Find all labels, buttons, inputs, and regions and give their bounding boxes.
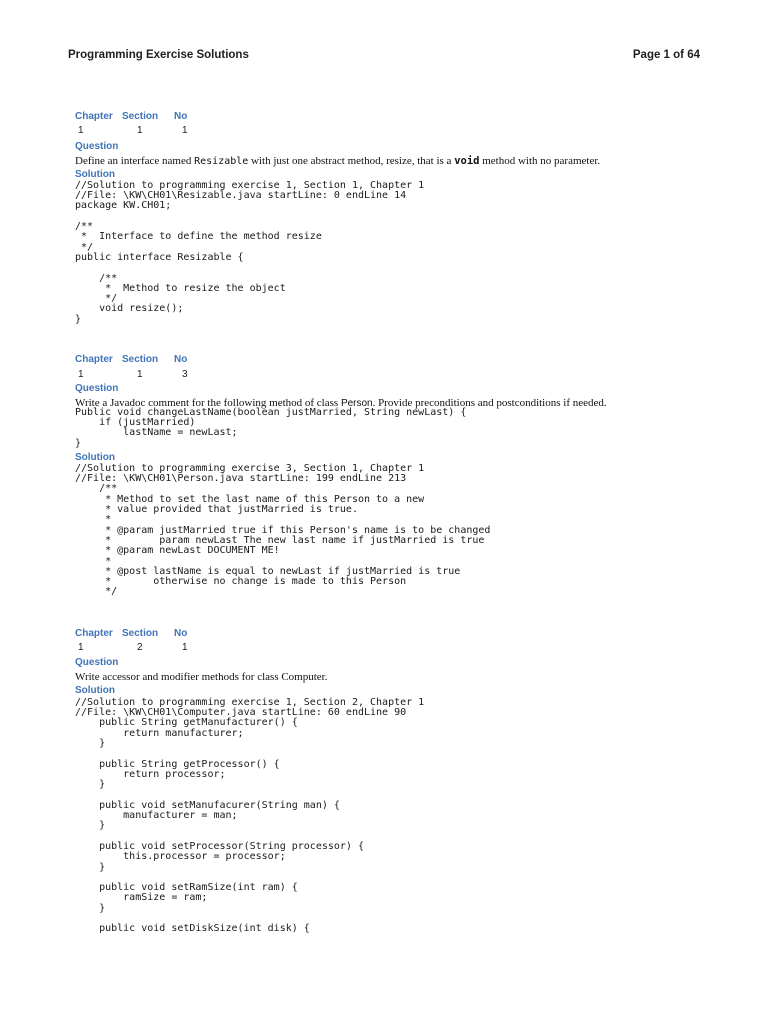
solution-code: //Solution to programming exercise 1, Section 1, Chapter 1 //File: \KW\CH01\Resizable.java startLine: 0 endLine 14 package KW.CH01; /** * Interface to define the method resize */ public interface Resizable { /** * Method to resize the object */ void resize(); }	[75, 179, 425, 325]
solution-label: Solution	[75, 685, 115, 696]
question-text-part: Write accessor and modifier methods for class Computer.	[75, 670, 328, 683]
solution-code: //Solution to programming exercise 3, Section 1, Chapter 1 //File: \KW\CH01\Person.java startLine: 199 endLine 213 /** * Method to set the last name of this Person to a new * value provided that justMarried is true. * * @param justMarried true if this Person's name is to be changed * param newLast The new last name if justMarried is true * @param newLast DOCUMENT ME! * * @post lastName is equal to newLast if justMarried is true * otherwise no change is made to this Person */	[75, 462, 491, 598]
question-class-name: Person	[340, 397, 373, 409]
exercise-block	[0, 354, 768, 598]
question-keyword: void	[454, 154, 480, 167]
document-title: Programming Exercise Solutions	[68, 49, 249, 61]
question-label: Question	[75, 657, 119, 668]
question-code: Public void changeLastName(boolean justMarried, String newLast) { if (justMarried) lastName = newLast; }	[75, 406, 467, 449]
section-value: 1	[137, 125, 143, 136]
no-value: 1	[182, 125, 188, 136]
question-code-term: Resizable	[194, 155, 249, 167]
question-text-part: Define an interface named	[75, 154, 195, 167]
section-value: 1	[137, 369, 143, 380]
no-value: 1	[182, 642, 188, 653]
exercise-block	[0, 111, 768, 325]
question-text-part: . Provide preconditions and postconditions if needed.	[372, 396, 607, 409]
question-text-part: with just one abstract method, resize, that is a	[248, 154, 455, 167]
exercise-block	[0, 628, 768, 935]
question-text-part: Write a Javadoc comment for the following method of class	[75, 396, 341, 409]
chapter-label: Chapter	[75, 111, 113, 122]
no-label: No	[174, 354, 188, 365]
section-label: Section	[122, 354, 159, 365]
chapter-value: 1	[78, 369, 84, 380]
question-text	[75, 671, 327, 684]
chapter-value: 1	[78, 125, 84, 136]
chapter-label: Chapter	[75, 628, 113, 639]
solution-code: //Solution to programming exercise 1, Section 2, Chapter 1 //File: \KW\CH01\Computer.java startLine: 60 endLine 90 public String getManufacturer() { return manufacturer; } public String getProcessor() { return processor; } public void setManufacurer(String man) { manufacturer = man; } public void setProcessor(String processor) { this.processor = processor; } public void setRamSize(int ram) { ramSize = ram; } public void setDiskSize(int disk) {	[75, 696, 425, 935]
no-value: 3	[182, 369, 188, 380]
question-text	[75, 155, 600, 168]
solution-label: Solution	[75, 169, 115, 180]
solution-label: Solution	[75, 452, 115, 463]
section-label: Section	[122, 111, 159, 122]
question-label: Question	[75, 141, 119, 152]
no-label: No	[174, 111, 188, 122]
no-label: No	[174, 628, 188, 639]
question-label: Question	[75, 383, 119, 394]
section-value: 2	[137, 642, 143, 653]
question-text-part: method with no parameter.	[479, 154, 601, 167]
chapter-value: 1	[78, 642, 84, 653]
page-number: Page 1 of 64	[632, 49, 700, 61]
chapter-label: Chapter	[75, 354, 113, 365]
section-label: Section	[122, 628, 159, 639]
